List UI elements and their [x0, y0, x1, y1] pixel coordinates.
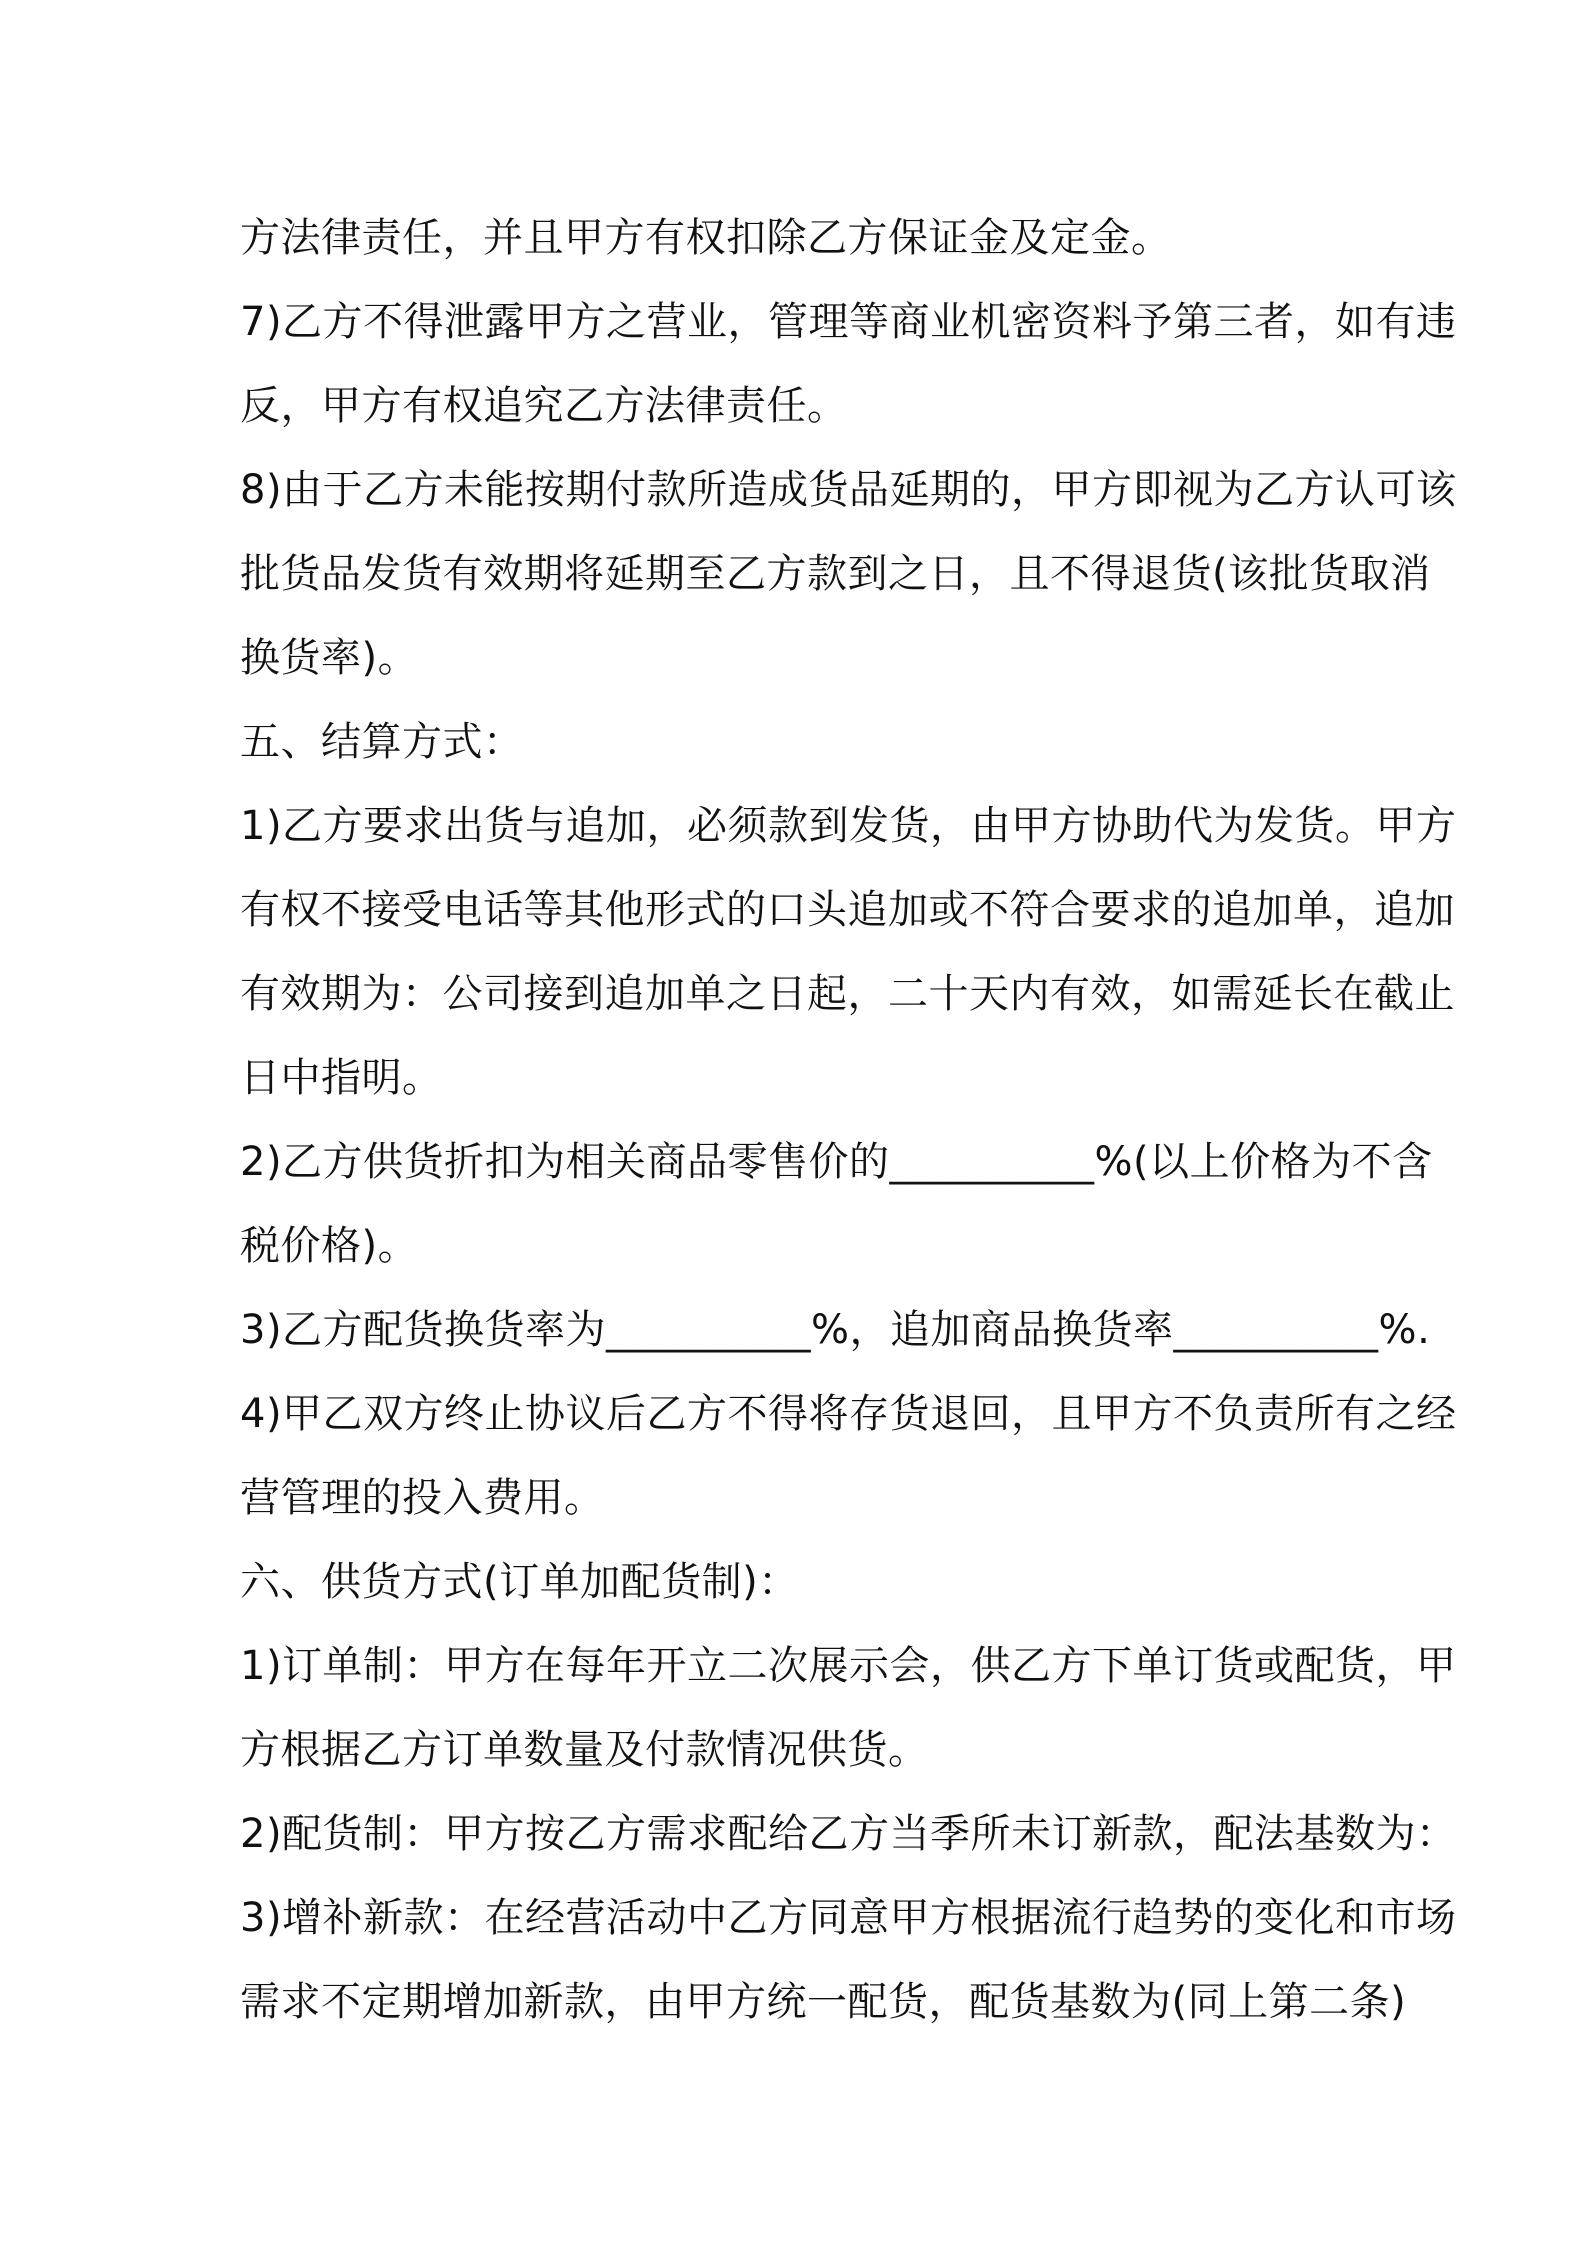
text-line: 3)乙方配货换货率为__________%，追加商品换货率__________%.	[240, 1307, 1431, 1353]
text-line: 8)由于乙方未能按期付款所造成货品延期的，甲方即视为乙方认可该	[240, 467, 1457, 513]
text-line: 4)甲乙双方终止协议后乙方不得将存货退回，且甲方不负责所有之经	[240, 1391, 1457, 1437]
text-line: 1)订单制：甲方在每年开立二次展示会，供乙方下单订货或配货，甲	[240, 1643, 1457, 1689]
text-line: 批货品发货有效期将延期至乙方款到之日，且不得退货(该批货取消	[240, 551, 1431, 597]
text-line: 换货率)。	[240, 635, 419, 681]
text-line: 2)配货制：甲方按乙方需求配给乙方当季所未订新款，配法基数为：	[240, 1811, 1457, 1857]
text-line: 税价格)。	[240, 1223, 419, 1269]
text-line: 方法律责任，并且甲方有权扣除乙方保证金及定金。	[240, 215, 1172, 261]
text-line: 营管理的投入费用。	[240, 1475, 605, 1521]
text-line: 方根据乙方订单数量及付款情况供货。	[240, 1727, 929, 1773]
text-line: 日中指明。	[240, 1055, 443, 1101]
text-line: 反，甲方有权追究乙方法律责任。	[240, 383, 848, 429]
text-line: 需求不定期增加新款，由甲方统一配货，配货基数为(同上第二条)	[240, 1979, 1407, 2025]
text-line: 有权不接受电话等其他形式的口头追加或不符合要求的追加单，追加	[240, 887, 1455, 933]
text-line: 3)增补新款：在经营活动中乙方同意甲方根据流行趋势的变化和市场	[240, 1895, 1457, 1941]
text-line: 1)乙方要求出货与追加，必须款到发货，由甲方协助代为发货。甲方	[240, 803, 1457, 849]
text-line: 有效期为：公司接到追加单之日起，二十天内有效，如需延长在截止	[240, 971, 1455, 1017]
text-line: 7)乙方不得泄露甲方之营业，管理等商业机密资料予第三者，如有违	[240, 299, 1457, 345]
section-heading: 五、结算方式：	[240, 719, 524, 765]
section-heading: 六、供货方式(订单加配货制)：	[240, 1559, 799, 1605]
text-line: 2)乙方供货折扣为相关商品零售价的__________%(以上价格为不含	[240, 1139, 1433, 1185]
document-body	[240, 196, 1457, 2044]
